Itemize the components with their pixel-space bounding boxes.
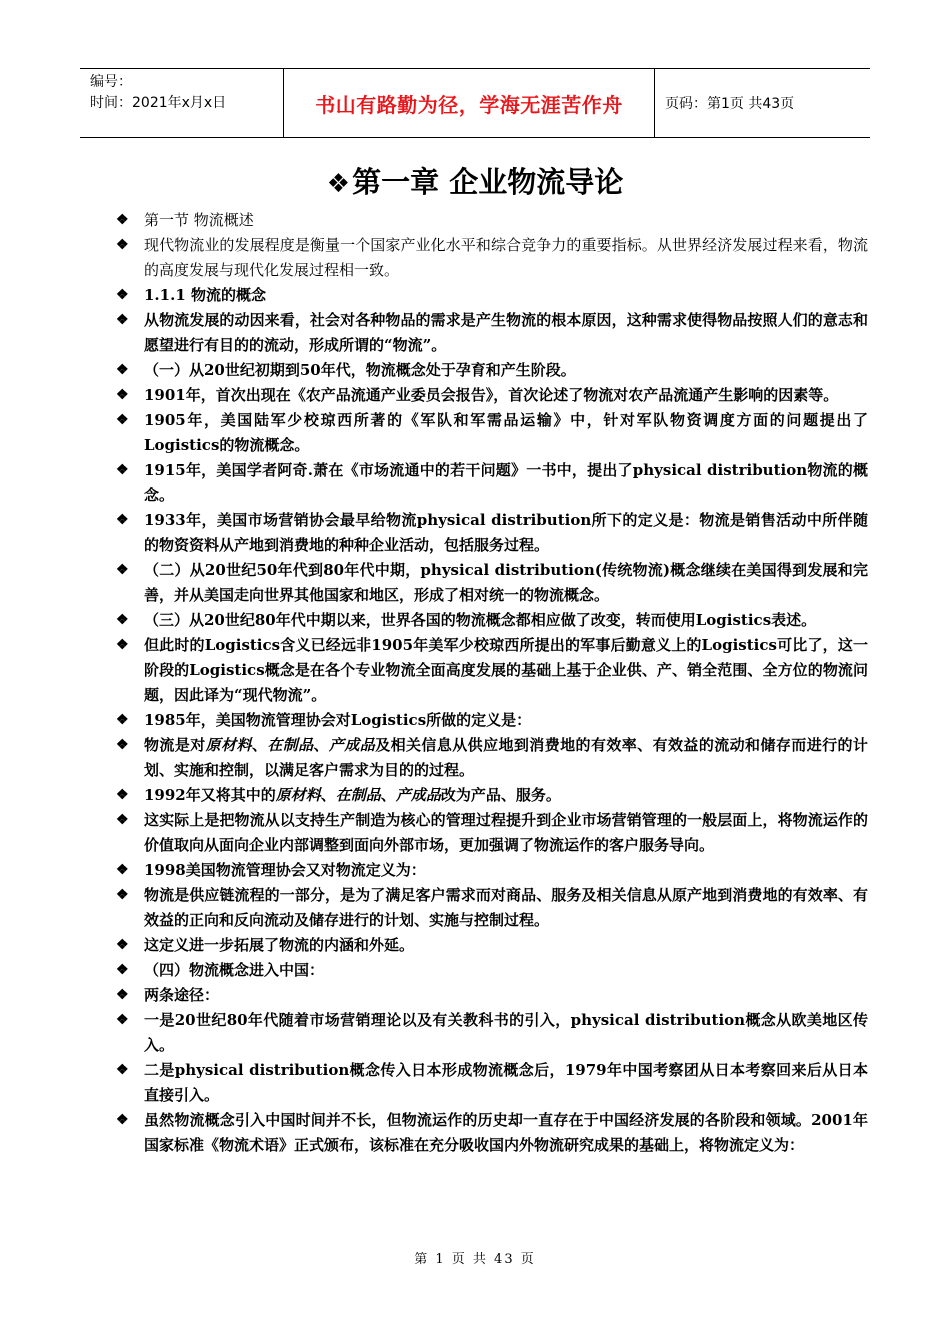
- paragraph: [116, 733, 868, 783]
- diamond-bullet-icon: ❖: [116, 287, 129, 303]
- paragraph-text: 这实际上是把物流从以支持生产制造为核心的管理过程提升到企业市场营销管理的一般层面上，将物流运作的价值取向从面向企业内部调整到面向外部市场，更加强调了物流运作的客户服务导向。: [144, 811, 868, 854]
- diamond-bullet-icon: ❖: [116, 787, 129, 803]
- header-meta: [80, 69, 284, 137]
- paragraph: [116, 508, 868, 558]
- paragraph: [116, 208, 868, 233]
- diamond-bullet-icon: ❖: [116, 362, 129, 378]
- italic-term: 产成品: [395, 786, 441, 804]
- text-run: 及相关信息从供应地到消费地的有效率、有效益的流动和储存而进行的计划、实施和控制，以满足客户需求为目的的过程。: [144, 736, 868, 779]
- diamond-bullet-icon: ❖: [116, 712, 129, 728]
- paragraph: [116, 808, 868, 858]
- paragraph: [116, 283, 868, 308]
- paragraph-text: 1901年，首次出现在《农产品流通产业委员会报告》，首次论述了物流对农产品流通产生影响的因素等。: [144, 386, 839, 404]
- diamond-bullet-icon: ❖: [116, 1112, 129, 1128]
- diamond-bullet-icon: ❖: [116, 237, 129, 253]
- paragraph-text: 物流是供应链流程的一部分，是为了满足客户需求而对商品、服务及相关信息从原产地到消费地的有效率、有效益的正向和反向流动及储存进行的计划、实施与控制过程。: [144, 886, 868, 929]
- number-label: 编号：: [90, 74, 132, 90]
- text-run: 物流是对: [144, 736, 206, 754]
- paragraph-text: [144, 783, 868, 808]
- paragraph: [116, 383, 868, 408]
- paragraph: [116, 408, 868, 458]
- paragraph-text: 但此时的Logistics含义已经远非1905年美军少校琼西所提出的军事后勤意义上的Logistics可比了，这一阶段的Logistics概念是在各个专业物流全面高度发展的基础上基于企业供、产、销全范围、全方位的物流问题，因此译为“现代物流”。: [144, 636, 868, 704]
- italic-term: 产成品: [328, 736, 376, 754]
- diamond-bullet-icon: ❖: [116, 987, 129, 1003]
- diamond-bullet-icon: ❖: [116, 937, 129, 953]
- paragraph: [116, 358, 868, 383]
- diamond-bullet-icon: ❖: [116, 412, 129, 428]
- diamond-bullet-icon: ❖: [116, 637, 129, 653]
- paragraph-text: 现代物流业的发展程度是衡量一个国家产业化水平和综合竞争力的重要指标。从世界经济发展过程来看，物流的高度发展与现代化发展过程相一致。: [144, 236, 868, 279]
- paragraph: [116, 983, 868, 1008]
- paragraph: [116, 858, 868, 883]
- paragraph: [116, 708, 868, 733]
- paragraph-text: 一是20世纪80年代随着市场营销理论以及有关教科书的引入，physical distribution概念从欧美地区传入。: [144, 1011, 868, 1054]
- page-header: [80, 68, 870, 138]
- paragraph: [116, 558, 868, 608]
- italic-term: 在制品: [267, 736, 314, 754]
- paragraph-text: （三）从20世纪80年代中期以来，世界各国的物流概念都相应做了改变，转而使用Logistics表述。: [144, 611, 817, 629]
- paragraph: [116, 883, 868, 933]
- paragraph: [116, 783, 868, 808]
- paragraph: [116, 458, 868, 508]
- header-motto: 书山有路勤为径，学海无涯苦作舟: [284, 69, 655, 137]
- time-label: 时间：2021年x月x日: [90, 95, 227, 111]
- paragraph-text: 两条途径：: [144, 986, 220, 1004]
- diamond-bullet-icon: ❖: [116, 562, 129, 578]
- paragraph-text: 二是physical distribution概念传入日本形成物流概念后，1979年中国考察团从日本考察回来后从日本直接引入。: [144, 1061, 868, 1104]
- text-run: 、: [380, 786, 396, 804]
- paragraph: [116, 308, 868, 358]
- text-run: 改为产品、服务。: [440, 786, 561, 804]
- diamond-bullet-icon: ❖: [116, 312, 129, 328]
- paragraph-text: 虽然物流概念引入中国时间并不长，但物流运作的历史却一直存在于中国经济发展的各阶段和领域。2001年国家标准《物流术语》正式颁布，该标准在充分吸收国内外物流研究成果的基础上，将物流定义为：: [144, 1111, 868, 1154]
- diamond-bullet-icon: ❖: [326, 169, 351, 199]
- diamond-bullet-icon: ❖: [116, 462, 129, 478]
- paragraph-text: 1915年，美国学者阿奇.萧在《市场流通中的若干问题》一书中，提出了physical distribution物流的概念。: [144, 461, 868, 504]
- diamond-bullet-icon: ❖: [116, 612, 129, 628]
- text-run: 、: [251, 736, 268, 754]
- paragraph: [116, 933, 868, 958]
- paragraph: [116, 958, 868, 983]
- page-footer: 第 1 页 共 43 页: [414, 1252, 536, 1267]
- diamond-bullet-icon: ❖: [116, 212, 129, 228]
- document-body: [116, 208, 868, 1158]
- text-run: 1992年又将其中的: [144, 786, 276, 804]
- section-heading: 第一节 物流概述: [144, 211, 254, 229]
- text-run: 、: [313, 736, 329, 754]
- header-page-info: 页码：第1页 共43页: [665, 96, 795, 112]
- text-run: 、: [320, 786, 336, 804]
- paragraph-text: （四）物流概念进入中国：: [144, 961, 325, 979]
- diamond-bullet-icon: ❖: [116, 962, 129, 978]
- paragraph: [116, 633, 868, 708]
- paragraph-text: 1985年，美国物流管理协会对Logistics所做的定义是：: [144, 711, 532, 729]
- italic-term: 在制品: [335, 786, 381, 804]
- paragraph: [116, 608, 868, 633]
- paragraph-text: 这定义进一步拓展了物流的内涵和外延。: [144, 936, 415, 954]
- paragraph-text: 1933年，美国市场营销协会最早给物流physical distribution所下的定义是：物流是销售活动中所伴随的物资资料从产地到消费地的种种企业活动，包括服务过程。: [144, 511, 868, 554]
- diamond-bullet-icon: ❖: [116, 387, 129, 403]
- diamond-bullet-icon: ❖: [116, 512, 129, 528]
- paragraph-text: 1998美国物流管理协会又对物流定义为：: [144, 861, 426, 879]
- diamond-bullet-icon: ❖: [116, 812, 129, 828]
- paragraph: [116, 1008, 868, 1058]
- paragraph: [116, 1108, 868, 1158]
- paragraph: [116, 233, 868, 283]
- paragraph-text: （二）从20世纪50年代到80年代中期，physical distribution(传统物流)概念继续在美国得到发展和完善，并从美国走向世界其他国家和地区，形成了相对统一的物流概念。: [144, 561, 868, 604]
- diamond-bullet-icon: ❖: [116, 1012, 129, 1028]
- subsection-heading: 1.1.1 物流的概念: [144, 286, 266, 304]
- diamond-bullet-icon: ❖: [116, 887, 129, 903]
- paragraph-text: （一）从20世纪初期到50年代，物流概念处于孕育和产生阶段。: [144, 361, 576, 379]
- diamond-bullet-icon: ❖: [116, 862, 129, 878]
- italic-term: 原材料: [275, 786, 321, 804]
- italic-term: 原材料: [205, 736, 252, 754]
- chapter-title-text: 第一章 企业物流导论: [352, 165, 624, 199]
- paragraph: [116, 1058, 868, 1108]
- chapter-title: [0, 160, 950, 201]
- diamond-bullet-icon: ❖: [116, 737, 129, 753]
- paragraph-text: 从物流发展的动因来看，社会对各种物品的需求是产生物流的根本原因，这种需求使得物品按照人们的意志和愿望进行有目的的流动，形成所谓的“物流”。: [144, 311, 868, 354]
- paragraph-text: 1905年，美国陆军少校琼西所著的《军队和军需品运输》中，针对军队物资调度方面的问题提出了Logistics的物流概念。: [144, 411, 868, 454]
- paragraph-text: [144, 733, 868, 783]
- diamond-bullet-icon: ❖: [116, 1062, 129, 1078]
